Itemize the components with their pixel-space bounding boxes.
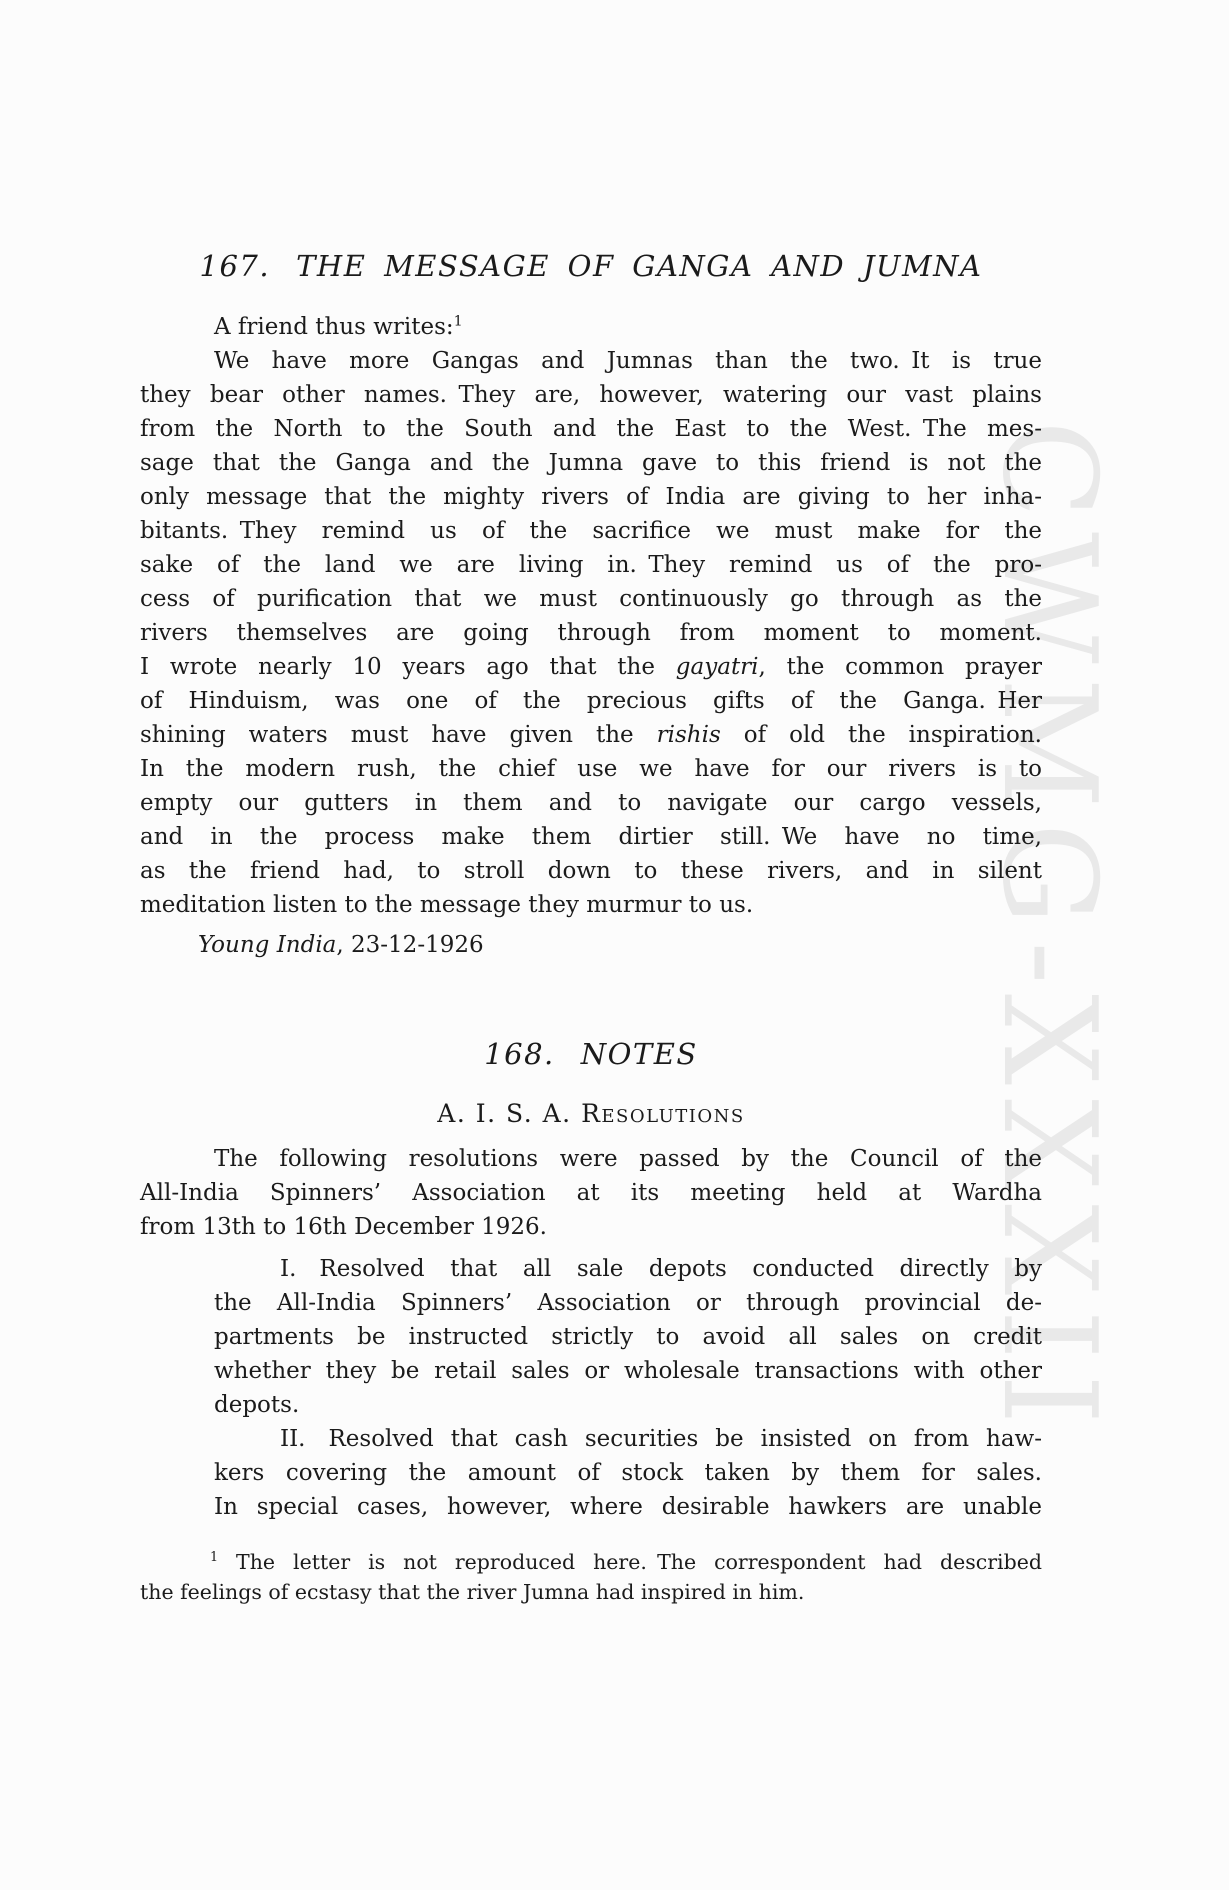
text-line: they bear other names. They are, however, watering our vast plains [140, 382, 1042, 408]
text-line: depots. [214, 1392, 300, 1418]
text-line: whether they be retail sales or wholesale transactions with other [214, 1358, 1042, 1384]
text-line: of Hinduism, was one of the precious gifts of the Ganga. Her [140, 688, 1042, 714]
section-168-heading [140, 1036, 1042, 1072]
text-line: the feelings of ecstasy that the river Jumna had inspired in him. [140, 1580, 805, 1604]
section-167-number: 167. [199, 249, 271, 283]
text-line: I wrote nearly 10 years ago that the gayatri, the common prayer [140, 654, 1042, 680]
text-line: All-India Spinners’ Association at its meeting held at Wardha [140, 1180, 1042, 1206]
text-line: sage that the Ganga and the Jumna gave to this friend is not the [140, 450, 1042, 476]
text-line: II. Resolved that cash securities be insisted on from haw- [280, 1426, 1042, 1452]
quote-paragraph [140, 344, 1042, 922]
text-line: only message that the mighty rivers of India are giving to her inha- [140, 484, 1042, 510]
text-line: cess of purification that we must continuously go through as the [140, 586, 1042, 612]
text-line: kers covering the amount of stock taken by them for sales. [214, 1460, 1042, 1486]
footnote [140, 1547, 1042, 1607]
text-line: In the modern rush, the chief use we have for our rivers is to [140, 756, 1042, 782]
text-line: shining waters must have given the rishis of old the inspiration. [140, 722, 1042, 748]
section-168-title: NOTES [580, 1037, 698, 1071]
text-line: from 13th to 16th December 1926. [140, 1214, 547, 1240]
text-line: bitants. They remind us of the sacrifice we must make for the [140, 518, 1042, 544]
text-line: from the North to the South and the East to the West. The mes- [140, 416, 1042, 442]
text-line: sake of the land we are living in. They remind us of the pro- [140, 552, 1042, 578]
citation-line: Young India, 23-12-1926 [198, 932, 484, 958]
text-line: and in the process make them dirtier still. We have no time, [140, 824, 1042, 850]
resolution-1-paragraph [214, 1252, 1042, 1422]
resolution-2-paragraph [214, 1422, 1042, 1524]
section-167-heading [140, 248, 1042, 284]
text-line: rivers themselves are going through from moment to moment. [140, 620, 1042, 646]
section-168-number: 168. [484, 1037, 555, 1071]
watermark-text: CWMG-XXXII [974, 420, 1123, 1439]
text-line: $^1$ The letter is not reproduced here. The correspondent had described [210, 1549, 1042, 1574]
text-line: the All-India Spinners’ Association or through provincial de- [214, 1290, 1042, 1316]
text-line: We have more Gangas and Jumnas than the two. It is true [214, 348, 1042, 374]
section-167-title: THE MESSAGE OF GANGA AND JUMNA [296, 249, 983, 283]
text-line: The following resolutions were passed by the Council of the [214, 1146, 1042, 1172]
text-line: partments be instructed strictly to avoid all sales on credit [214, 1324, 1042, 1350]
text-line: as the friend had, to stroll down to these rivers, and in silent [140, 858, 1042, 884]
text-line: I. Resolved that all sale depots conducted directly by [280, 1256, 1042, 1282]
intro-line: A friend thus writes:$^1$ [214, 313, 463, 340]
aisa-intro-paragraph [140, 1142, 1042, 1244]
text-line: meditation listen to the message they murmur to us. [140, 892, 754, 918]
subheading-aisa-resolutions: A. I. S. A. Resolutions [437, 1099, 745, 1128]
text-line: empty our gutters in them and to navigate our cargo vessels, [140, 790, 1042, 816]
text-line: In special cases, however, where desirable hawkers are unable [214, 1494, 1042, 1520]
